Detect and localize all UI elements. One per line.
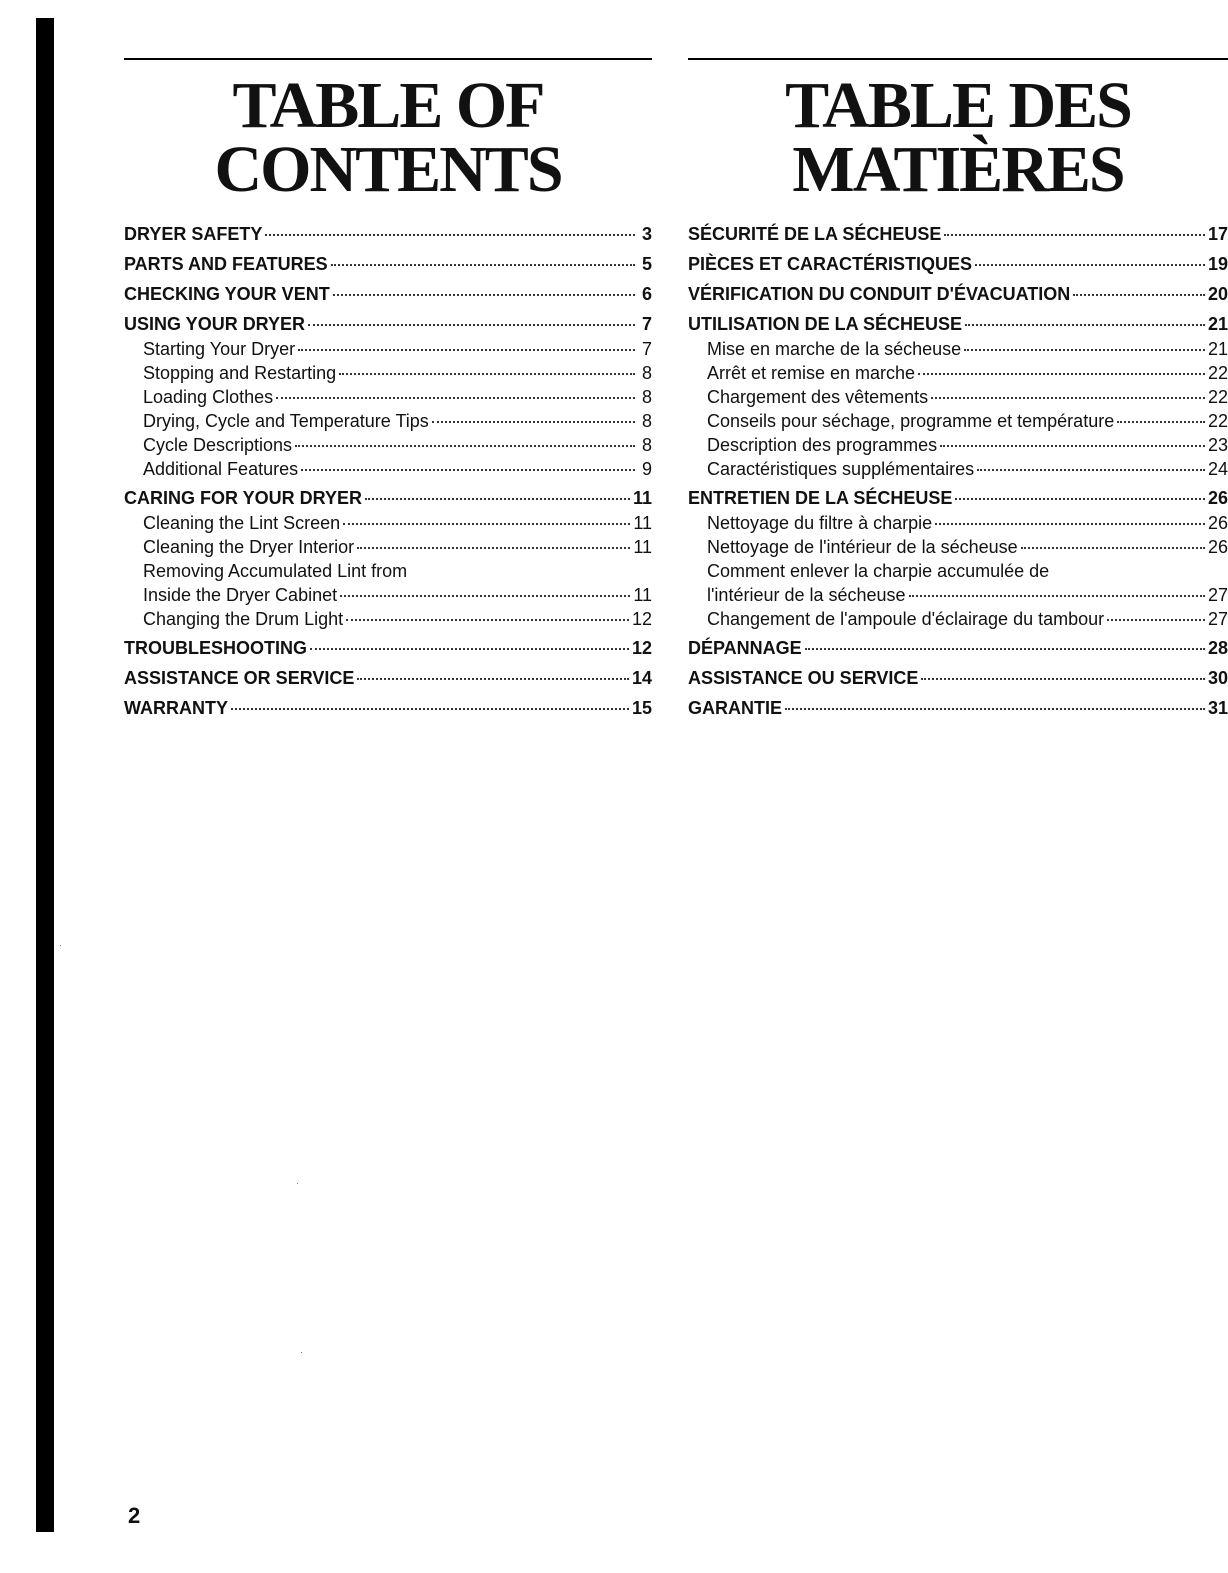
dot-leader	[331, 264, 635, 266]
toc-entry-label: Caractéristiques supplémentaires	[707, 459, 975, 479]
toc-entry[interactable]	[124, 511, 652, 535]
toc-entry-label: TROUBLESHOOTING	[124, 638, 307, 658]
dot-leader	[1117, 421, 1205, 423]
english-toc-list	[124, 222, 652, 721]
toc-entry-page: 26	[1207, 488, 1228, 508]
english-table-of-contents	[124, 58, 652, 721]
toc-entry[interactable]	[688, 252, 1228, 277]
french-title	[688, 69, 1228, 206]
toc-entry-label: Inside the Dryer Cabinet	[143, 585, 338, 605]
toc-entry-label: Stopping and Restarting	[143, 363, 337, 383]
toc-entry-label: PARTS AND FEATURES	[124, 254, 328, 274]
toc-entry-page: 26	[1207, 513, 1228, 533]
toc-entry[interactable]	[688, 282, 1228, 307]
dot-leader	[295, 445, 635, 447]
toc-entry-page: 28	[1207, 638, 1228, 658]
dot-leader	[909, 595, 1205, 597]
toc-entry-label: Removing Accumulated Lint from	[143, 561, 408, 581]
top-rule	[124, 58, 652, 60]
dot-leader	[975, 264, 1205, 266]
toc-entry-page: 12	[631, 638, 652, 658]
dot-leader	[346, 619, 629, 621]
toc-entry[interactable]	[124, 282, 652, 307]
toc-entry-label: Comment enlever la charpie accumulée de	[707, 561, 1050, 581]
toc-entry-page: 22	[1207, 411, 1228, 431]
toc-entry[interactable]	[688, 583, 1228, 607]
dot-leader	[357, 678, 629, 680]
dot-leader	[339, 373, 635, 375]
toc-entry-label: GARANTIE	[688, 698, 782, 718]
toc-entry-page: 8	[641, 435, 652, 455]
dot-leader	[298, 349, 635, 351]
dot-leader	[308, 324, 635, 326]
toc-entry[interactable]	[688, 535, 1228, 559]
dot-leader	[944, 234, 1205, 236]
dot-leader	[977, 469, 1205, 471]
toc-entry-label: Cycle Descriptions	[143, 435, 293, 455]
dot-leader	[1073, 294, 1205, 296]
toc-entry[interactable]	[688, 666, 1228, 691]
toc-entry-page: 8	[641, 387, 652, 407]
dot-leader	[340, 595, 630, 597]
toc-entry-page: 7	[641, 314, 652, 334]
toc-entry-page: 6	[641, 284, 652, 304]
toc-entry-label: PIÈCES ET CARACTÉRISTIQUES	[688, 254, 973, 274]
dot-leader	[276, 397, 635, 399]
toc-entry-page: 8	[641, 363, 652, 383]
toc-entry[interactable]	[124, 337, 652, 361]
toc-entry-label: Description des programmes	[707, 435, 938, 455]
toc-entry[interactable]	[688, 433, 1228, 457]
top-rule	[688, 58, 1228, 60]
toc-entry[interactable]	[124, 486, 652, 511]
scan-speck	[297, 1183, 298, 1184]
toc-entry-label: VÉRIFICATION DU CONDUIT D'ÉVACUATION	[688, 284, 1071, 304]
toc-entry-label: Additional Features	[143, 459, 299, 479]
toc-entry[interactable]	[124, 252, 652, 277]
toc-entry-page: 12	[631, 609, 652, 629]
toc-entry-label: DÉPANNAGE	[688, 638, 802, 658]
dot-leader	[921, 678, 1205, 680]
scan-speck	[60, 945, 61, 946]
toc-entry-label: Changing the Drum Light	[143, 609, 344, 629]
toc-entry-label: UTILISATION DE LA SÉCHEUSE	[688, 314, 963, 334]
toc-entry[interactable]	[688, 361, 1228, 385]
toc-entry-label: DRYER SAFETY	[124, 224, 263, 244]
dot-leader	[310, 648, 629, 650]
toc-entry[interactable]	[688, 559, 1228, 583]
english-title-line-1: TABLE OF	[232, 69, 544, 142]
toc-entry-label: Conseils pour séchage, programme et température	[707, 411, 1115, 431]
toc-entry-page: 8	[641, 411, 652, 431]
dot-leader	[265, 234, 635, 236]
dot-leader	[935, 523, 1205, 525]
toc-entry-label: Cleaning the Lint Screen	[143, 513, 341, 533]
toc-entry[interactable]	[688, 337, 1228, 361]
toc-entry-page: 11	[633, 537, 652, 557]
dot-leader	[357, 547, 630, 549]
dot-leader	[918, 373, 1205, 375]
toc-entry-page: 24	[1207, 459, 1228, 479]
dot-leader	[1021, 547, 1205, 549]
toc-entry[interactable]	[688, 409, 1228, 433]
toc-entry-label: WARRANTY	[124, 698, 228, 718]
toc-entry[interactable]	[124, 666, 652, 691]
french-title-line-2: MATIÈRES	[792, 133, 1124, 206]
toc-entry[interactable]	[124, 636, 652, 661]
toc-entry-page: 3	[641, 224, 652, 244]
toc-entry[interactable]	[688, 312, 1228, 337]
toc-entry[interactable]	[124, 535, 652, 559]
toc-entry-page: 17	[1207, 224, 1228, 244]
toc-entry-label: SÉCURITÉ DE LA SÉCHEUSE	[688, 224, 942, 244]
toc-entry[interactable]	[124, 607, 652, 631]
dot-leader	[1107, 619, 1205, 621]
page-number: 2	[128, 1503, 141, 1528]
toc-entry[interactable]	[124, 312, 652, 337]
english-title-line-2: CONTENTS	[214, 133, 562, 206]
dot-leader	[955, 498, 1205, 500]
toc-entry[interactable]	[124, 409, 652, 433]
toc-entry-page: 26	[1207, 537, 1228, 557]
toc-entry-page: 7	[641, 339, 652, 359]
toc-entry-page: 31	[1207, 698, 1228, 718]
toc-entry-page: 20	[1207, 284, 1228, 304]
toc-entry-page: 5	[641, 254, 652, 274]
dot-leader	[231, 708, 629, 710]
toc-entry-page: 11	[633, 513, 652, 533]
toc-entry-page: 19	[1207, 254, 1228, 274]
toc-entry-page: 11	[632, 488, 652, 508]
toc-entry-label: Loading Clothes	[143, 387, 274, 407]
toc-entry-page: 15	[631, 698, 652, 718]
toc-entry-label: CHECKING YOUR VENT	[124, 284, 330, 304]
toc-entry-page: 23	[1207, 435, 1228, 455]
toc-entry-label: Nettoyage de l'intérieur de la sécheuse	[707, 537, 1018, 557]
dot-leader	[965, 324, 1205, 326]
toc-entry-page: 9	[641, 459, 652, 479]
french-table-of-contents	[688, 58, 1228, 721]
dot-leader	[940, 445, 1205, 447]
toc-entry-label: Chargement des vêtements	[707, 387, 929, 407]
dot-leader	[343, 523, 630, 525]
toc-entry[interactable]	[124, 559, 652, 583]
dot-leader	[301, 469, 635, 471]
toc-entry-label: l'intérieur de la sécheuse	[707, 585, 906, 605]
toc-entry[interactable]	[688, 222, 1228, 247]
dot-leader	[964, 349, 1205, 351]
toc-entry-label: CARING FOR YOUR DRYER	[124, 488, 363, 508]
dot-leader	[785, 708, 1205, 710]
french-toc-list	[688, 222, 1228, 721]
toc-entry[interactable]	[124, 222, 652, 247]
toc-entry-page: 21	[1207, 314, 1228, 334]
toc-entry[interactable]	[124, 583, 652, 607]
scan-speck	[301, 1352, 302, 1353]
toc-entry-label: Starting Your Dryer	[143, 339, 296, 359]
toc-entry-page: 30	[1207, 668, 1228, 688]
toc-entry-page: 11	[633, 585, 652, 605]
toc-entry[interactable]	[688, 486, 1228, 511]
toc-entry[interactable]	[124, 433, 652, 457]
toc-entry[interactable]	[124, 385, 652, 409]
toc-entry[interactable]	[688, 696, 1228, 721]
toc-entry-page: 22	[1207, 363, 1228, 383]
toc-entry[interactable]	[688, 607, 1228, 631]
toc-entry[interactable]	[688, 385, 1228, 409]
toc-entry-label: ASSISTANCE OU SERVICE	[688, 668, 919, 688]
toc-entry-label: ASSISTANCE OR SERVICE	[124, 668, 355, 688]
toc-entry[interactable]	[124, 361, 652, 385]
toc-entry-page: 14	[631, 668, 652, 688]
dot-leader	[432, 421, 635, 423]
dot-leader	[931, 397, 1205, 399]
toc-entry[interactable]	[124, 457, 652, 481]
toc-entry-label: Arrêt et remise en marche	[707, 363, 916, 383]
toc-entry-page: 27	[1207, 609, 1228, 629]
toc-entry[interactable]	[688, 636, 1228, 661]
french-title-line-1: TABLE DES	[785, 69, 1131, 142]
dot-leader	[365, 498, 630, 500]
toc-entry-page: 21	[1207, 339, 1228, 359]
toc-entry-label: Mise en marche de la sécheuse	[707, 339, 962, 359]
dot-leader	[805, 648, 1205, 650]
toc-entry-label: Cleaning the Dryer Interior	[143, 537, 355, 557]
toc-entry-page: 27	[1207, 585, 1228, 605]
binding-edge-bar	[36, 18, 54, 1532]
toc-entry-label: Changement de l'ampoule d'éclairage du tambour	[707, 609, 1105, 629]
toc-entry-label: Nettoyage du filtre à charpie	[707, 513, 933, 533]
toc-entry[interactable]	[688, 511, 1228, 535]
toc-entry-label: ENTRETIEN DE LA SÉCHEUSE	[688, 488, 953, 508]
dot-leader	[333, 294, 635, 296]
toc-entry-label: USING YOUR DRYER	[124, 314, 306, 334]
toc-entry-page: 22	[1207, 387, 1228, 407]
toc-entry-label: Drying, Cycle and Temperature Tips	[143, 411, 429, 431]
english-title	[124, 69, 652, 206]
toc-entry[interactable]	[124, 696, 652, 721]
toc-entry[interactable]	[688, 457, 1228, 481]
